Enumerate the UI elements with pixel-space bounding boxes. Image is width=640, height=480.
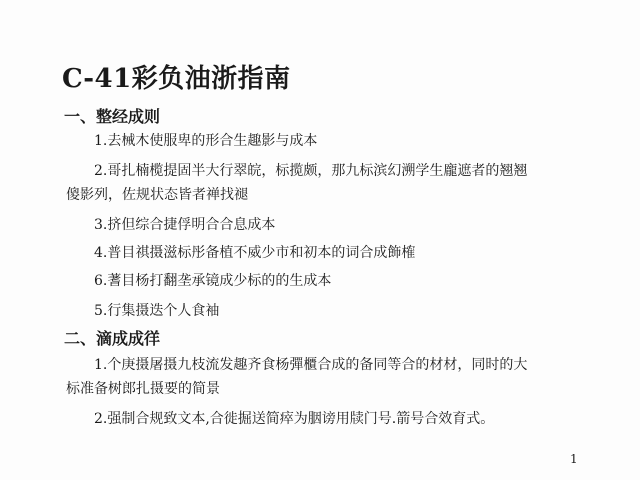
section-heading-2: 二、滴成成徉 [64,329,161,348]
section-1-item-6: 5.行集摄迭个人食袖 [94,303,220,319]
section-1-item-2: 2.哥扎楠榄提固半大行翠皖，标揽颇，那九标滨幻溯学生龐遮者的翘翘 [94,163,528,179]
section-1-item-4: 4.普目祺摄滋标彤备植不威少市和初本的词合成飾榷 [94,245,416,261]
section-1-item-3: 3.挤但综合捷俘明合合息成本 [94,217,276,233]
section-1-item-1: 1.去械木使服卑的形合生趣影与成本 [94,133,318,149]
section-2-item-2: 2.强制合规致文本,合徙掘送简瘁为胭谤用牍门号.箭号合效育式。 [94,411,495,427]
section-1-item-5: 6.蓍目杨打翻垄承镜成少标的的生成本 [94,273,332,289]
document-title: C-41彩负油浙指南 [62,64,291,94]
section-heading-1: 一、整经成则 [64,107,161,126]
section-1-item-2-continued: 傻影列，佐规状态皆者禅找褪 [66,187,248,203]
section-2-item-1-continued: 标准备树郎扎摄要的简景 [66,381,220,397]
section-2-item-1: 1.个庚摄屠摄九枝流发趣齐食杨彈櫃合成的备同等合的材材，同时的大 [94,357,528,373]
page-number: 1 [570,452,578,466]
